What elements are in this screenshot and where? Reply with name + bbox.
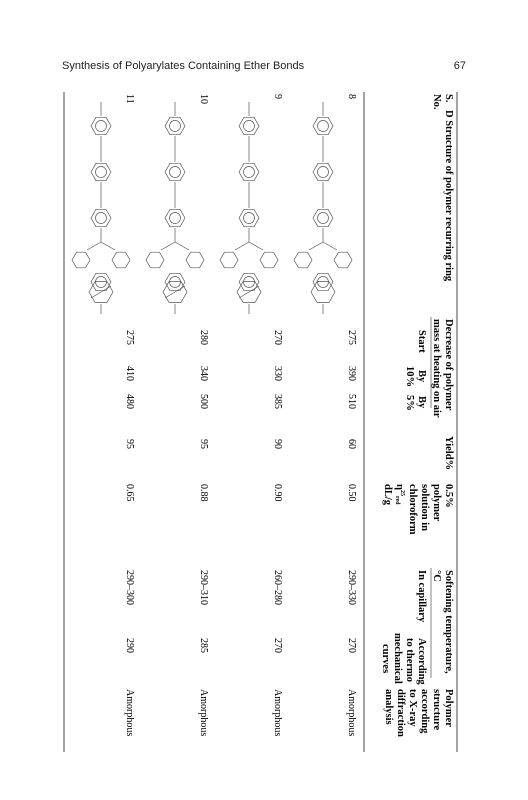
phenylene-ring [260, 252, 278, 268]
benzene-ring [239, 209, 259, 226]
phenylene-ring [72, 252, 90, 268]
benzene-ring [165, 163, 185, 180]
header-capillary: In capillary [416, 570, 427, 623]
bond [235, 242, 249, 250]
cell-visc: 0.90 [272, 484, 283, 502]
aromatic-circle [318, 277, 329, 288]
aromatic-circle [318, 121, 329, 132]
header-by5-line2: 5% [404, 395, 415, 411]
aromatic-circle [244, 277, 255, 288]
aromatic-circle [96, 167, 107, 178]
header-by5-line1: By [416, 396, 427, 409]
cell-yield: 95 [124, 439, 135, 449]
benzene-ring [313, 273, 333, 290]
cell-thermo: 285 [198, 638, 209, 653]
structure-drawing [146, 102, 204, 314]
cell-no: 11 [124, 94, 135, 104]
cell-thermo: 270 [272, 638, 283, 653]
header-visc-eta [394, 484, 405, 505]
table-canvas [63, 92, 458, 752]
header-decrease-line1: Decrease of polymer [443, 319, 454, 411]
cell-by5: 500 [198, 394, 209, 409]
benzene-ring [165, 209, 185, 226]
aromatic-circle [244, 121, 255, 132]
cell-by5: 385 [272, 394, 283, 409]
data-table [63, 92, 458, 752]
bond [87, 242, 101, 250]
header-softening [380, 570, 454, 685]
cell-by10: 340 [198, 366, 209, 381]
cell-structure: Amorphous [198, 689, 209, 737]
bond [175, 242, 189, 250]
aromatic-circle [96, 277, 107, 288]
cell-visc: 0.65 [124, 484, 135, 502]
cell-start: 275 [124, 330, 135, 345]
phenylene-ring [146, 252, 164, 268]
cell-by10: 410 [124, 366, 135, 381]
aromatic-circle [170, 167, 181, 178]
header-ps-line5: diffraction [395, 689, 406, 737]
aromatic-circle [96, 213, 107, 224]
header-structure: D Structure of polymer recurring ring [443, 110, 454, 282]
header-visc-line2: polymer [431, 484, 442, 522]
cell-start: 270 [272, 330, 283, 345]
header-start: Start [416, 330, 427, 353]
running-head-title: Synthesis of Polyarylates Containing Ether Bonds [62, 60, 305, 72]
bond [161, 242, 175, 250]
cell-thermo: 270 [346, 638, 357, 653]
phenylene-ring [294, 252, 312, 268]
aromatic-circle [170, 277, 181, 288]
cell-structure: Amorphous [272, 689, 283, 737]
header-polymer-structure [383, 689, 454, 737]
header-ps-line1: Polymer [443, 689, 454, 727]
benzene-ring [313, 209, 333, 226]
header-sno-line1: S. [443, 94, 454, 103]
bond [249, 242, 263, 250]
cell-visc: 0.88 [198, 484, 209, 502]
cell-capillary: 290–330 [346, 570, 357, 605]
header-visc-line4: chloroform [407, 484, 418, 535]
cell-start: 280 [198, 330, 209, 345]
header-viscosity [382, 484, 454, 535]
cell-thermo: 290 [124, 638, 135, 653]
cell-no: 10 [198, 94, 209, 104]
benzene-ring [313, 117, 333, 134]
header-visc-line1: 0.5% [443, 484, 454, 508]
structure-drawing [72, 102, 130, 314]
header-thermo-line4: curves [380, 644, 391, 674]
header-decrease-line2: mass at heating on air [431, 319, 442, 418]
header-yield: Yield% [443, 436, 454, 471]
cell-no: 9 [272, 94, 283, 99]
cell-by5: 480 [124, 394, 135, 409]
header-ps-line6: analysis [383, 689, 394, 725]
cell-yield: 90 [272, 439, 283, 449]
aromatic-circle [318, 213, 329, 224]
benzene-ring [91, 117, 111, 134]
header-thermo-line2: to thermo [404, 638, 415, 683]
table-row [220, 94, 283, 736]
aromatic-circle [170, 213, 181, 224]
aromatic-circle [244, 167, 255, 178]
benzene-ring [91, 209, 111, 226]
bond [101, 242, 115, 250]
cell-by10: 390 [346, 366, 357, 381]
cell-start: 275 [346, 330, 357, 345]
benzene-ring [313, 163, 333, 180]
phenylene-ring [334, 252, 352, 268]
cell-by5: 510 [346, 394, 357, 409]
aromatic-circle [96, 121, 107, 132]
header-visc-superscript: 25 [399, 489, 405, 496]
header-visc-eta-symbol: η [394, 484, 405, 490]
header-ps-line2: structure [431, 689, 442, 731]
structure-drawing [294, 102, 352, 314]
header-ps-line4: to X-ray [407, 689, 418, 727]
cell-yield: 95 [198, 439, 209, 449]
cell-no: 8 [346, 94, 357, 99]
bond [309, 242, 323, 250]
cell-capillary: 260–280 [272, 570, 283, 605]
header-visc-subscript: red [394, 495, 400, 505]
table-row [146, 94, 209, 736]
phenylene-ring [112, 252, 130, 268]
header-soft-line1: Softening temperature, [443, 570, 454, 674]
benzene-ring [239, 117, 259, 134]
cell-structure: Amorphous [346, 689, 357, 737]
table-row [72, 94, 135, 736]
phenylene-ring [186, 252, 204, 268]
aromatic-circle [318, 167, 329, 178]
header-soft-line2: °C [431, 570, 442, 582]
header-decrease [404, 319, 454, 418]
header-by10-line1: By [416, 370, 427, 383]
aromatic-circle [244, 213, 255, 224]
cell-capillary: 290–310 [198, 570, 209, 605]
header-thermo-line3: mechanical [392, 633, 403, 684]
running-head [62, 60, 466, 76]
cell-by10: 330 [272, 366, 283, 381]
header-thermo-line1: According [416, 638, 427, 685]
header-sno-line2: No. [431, 94, 442, 110]
structure-drawing [220, 102, 278, 314]
cell-yield: 60 [346, 439, 357, 449]
aromatic-circle [170, 121, 181, 132]
phenylene-ring [220, 252, 238, 268]
page-number: 67 [453, 60, 466, 72]
benzene-ring [165, 117, 185, 134]
table-body [72, 94, 357, 736]
cell-structure: Amorphous [124, 689, 135, 737]
cell-visc: 0.50 [346, 484, 357, 502]
bond [323, 242, 337, 250]
header-visc-line6: dL/g [382, 484, 393, 506]
benzene-ring [239, 163, 259, 180]
cell-capillary: 290–300 [124, 570, 135, 605]
header-by10-line2: 10% [404, 366, 415, 387]
header-sno [431, 94, 454, 110]
benzene-ring [91, 163, 111, 180]
table-row [294, 94, 357, 736]
header-ps-line3: according [419, 689, 430, 734]
header-visc-line3: solution in [419, 484, 430, 531]
